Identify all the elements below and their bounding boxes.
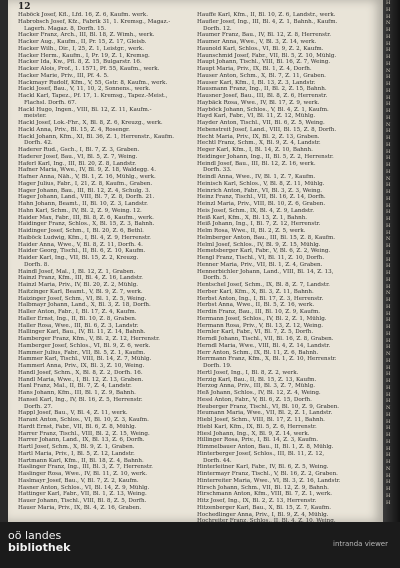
directory-entry: Dorfh. 12. xyxy=(203,25,232,32)
directory-entry: Heinzl Maria, Priv., VIII, Bl. 10, Z. 6, Graben. xyxy=(197,201,326,207)
directory-entry: Hitz Josef, Ing., IX, Bl. 2, Z. 13, Herrenstr. xyxy=(197,498,317,504)
directory-entry: Harant Anton, Schlos., VI, Bl. 10, Z. 3, Kaufm. xyxy=(18,417,149,423)
directory-entry: Haybäck Rosa, Wwe., IV, Bl. 17, Z. 9, werk. xyxy=(197,99,320,106)
directory-entry: Flachsl. Dorfh. 67. xyxy=(24,99,77,106)
directory-entry: Hamberger Josef, Schlos., VI, Bl. 9, Z. 6, werk. xyxy=(18,342,151,349)
directory-entry: Hager Johann, Land., VIII, Bl. 7, Z. 8, Dorfh. 21. xyxy=(18,194,155,201)
directory-entry: H xyxy=(386,249,391,256)
directory-entry: H xyxy=(386,40,391,47)
directory-entry: Hackl Josef, Bau., V, 11, 10, 2, Sonnens., werk. xyxy=(18,86,151,93)
directory-entry: N xyxy=(386,465,391,472)
directory-entry: H xyxy=(386,74,391,81)
library-logo[interactable] xyxy=(8,530,70,554)
directory-entry: Heidinger Johann, Ing., II, Bl. 5, Z. 2, Herrenstr. xyxy=(197,153,334,160)
directory-entry: Hemetsberger Karl, Fabr., V, Bl. 6, Z. 2, Weing. xyxy=(197,248,331,255)
directory-entry: Hackmayr Rudolf, Kfm., V, 55, Gstr. 8, Kaufm., werk. xyxy=(18,79,168,86)
directory-entry: Haizinger Josef, Schm., VI, Bl. 1, Z. 5, Weing. xyxy=(18,295,147,302)
directory-entry: H xyxy=(386,27,391,33)
directory-entry: Hausmann Franz, Ing., II, Bl. 2, Z. 15, Bahnh. xyxy=(197,86,327,93)
directory-entry: Hamberger Franz, Kfm., V, Bl. 2, Z. 12, Herrenstr. xyxy=(18,336,160,342)
directory-entry: H xyxy=(386,33,391,40)
directory-entry: Heß Johann, Schlos., IV, Bl. 12, Z. 4, Weing. xyxy=(197,390,321,396)
directory-entry: H xyxy=(386,81,391,87)
directory-entry: Haferl Karl, Ing., III, Bl. 20, Z. 8, Landstr. xyxy=(18,160,137,167)
directory-entry: Hacker Marie, Priv., III, Pf. 4. 5. xyxy=(18,72,109,79)
directory-entry: Hacker Wilh., Dir., I, 25, Z. 1, Leistgr., werk. xyxy=(18,45,145,52)
directory-entry: Hacker Aug., Kaufm., II, Pr. 15, Z. 17, Gleisb. xyxy=(18,39,147,45)
directory-entry: Herzig Karl, Bau., II, Bl. 15, Z. 13, Kaufm. xyxy=(197,376,317,383)
directory-entry: Hebenstreit Josef, Land., VIII, Bl. 15, Z. 8, Dorfh. xyxy=(197,126,337,133)
directory-entry: H xyxy=(386,324,391,330)
directory-entry: Hauer Maria, Priv., IX, Bl. 4, Z. 16, Graben. xyxy=(18,504,142,511)
directory-entry: Hager Julius, Fabr., I, 21, Z. 8, Kaufm., Graben. xyxy=(18,180,153,187)
directory-page xyxy=(8,0,383,522)
directory-entry: Herr Anton, Schm., IX, Bl. 11, Z. 6, Bahnh. xyxy=(197,349,319,356)
directory-entry: Hengl Franz, Tischl., VI, Bl. 11, Z. 10, Dorfh. xyxy=(197,255,325,261)
directory-entry: H xyxy=(386,155,391,162)
directory-entry: Harrer Franz, Tischl., VIII, Bl. 2, Z. 15, Weing. xyxy=(18,430,150,437)
directory-entry: Heiß Karl, Kfm., X, Bl. 13, Z. 1, Bahnh. xyxy=(197,214,308,221)
directory-entry: Himmelbauer Anton, Bau., II, Bl. 1, Z. 8, Mühlg. xyxy=(197,444,334,450)
directory-entry: Heuberger Franz, Tischl., VI, Bl. 10, Z. 9, Graben. xyxy=(197,403,340,410)
directory-entry: H xyxy=(386,357,391,364)
directory-entry: Heinz Franz, Tischl., VII, Bl. 16, Z. 14, Dorfh. xyxy=(197,194,326,201)
directory-entry: Haderer Josef, Bau., VI, Bl. 5, Z. 7, Weing. xyxy=(18,153,138,160)
directory-entry: H xyxy=(386,256,391,263)
facing-page-edge xyxy=(383,0,400,522)
directory-entry: Haslmayr Josef, Bau., V, Bl. 7, Z. 2, Kaufm. xyxy=(18,477,139,484)
directory-entry: H xyxy=(386,195,391,202)
directory-entry: H xyxy=(386,128,391,135)
directory-entry: H xyxy=(386,168,391,175)
directory-entry: Helml Josef, Schlos., IV, Bl. 9, Z. 15, Mühlg. xyxy=(197,241,321,248)
directory-entry: Hiebl Karl, Kfm., IX, Bl. 5, Z. 6, Herrenstr. xyxy=(197,423,317,430)
directory-entry: Hackl Hugo, Ingen., VIII, Bl. 12, Z. 11, Kaufm.- xyxy=(18,106,152,113)
directory-entry: H xyxy=(386,445,391,452)
directory-entry: Hiebl Josef, Schm., VIII, Bl. 17, Z. 11, Bahnh. xyxy=(197,417,325,423)
directory-entry: Heindl Josef, Bau., III, Bl. 12, Z. 16, werk. xyxy=(197,160,316,167)
directory-entry: Henner Maria, Priv., VII, Bl. 1, Z. 4, Graben. xyxy=(197,261,323,268)
directory-entry: Hammer Julius, Fabr., VII, Bl. 5, Z. 1, Kaufm. xyxy=(18,349,146,356)
directory-entry: Hintermayr Franz, Tischl., V, Bl. 16, Z. 2, Graben. xyxy=(197,471,338,477)
directory-entry: Habrobsch Josef, Kfz., Fabrik 31, 1. Kremsg., Magaz.- xyxy=(18,18,171,25)
directory-entry: H xyxy=(386,13,391,20)
directory-entry: Hackl Johann, Kfm., XI, Bl. 36, Z. 1, Herrenstr., Kaufm. xyxy=(18,133,175,140)
directory-entry: H xyxy=(386,378,391,384)
directory-entry: Haitzinger Karl, Beamt., V, Bl. 9, Z. 7, werk. xyxy=(18,288,143,295)
directory-entry: Herbst Anton, Ing., I, Bl. 17, Z. 3, Herrenstr. xyxy=(197,295,324,302)
directory-entry: Hacker Franz, Arch., III, Bl. 18, Z. Wimh., werk. xyxy=(18,32,155,39)
directory-entry: H xyxy=(386,297,391,303)
directory-entry: H xyxy=(386,270,391,276)
directory-entry: H xyxy=(386,94,391,101)
viewer-credit[interactable]: intranda viewer xyxy=(333,540,388,548)
directory-entry: H xyxy=(386,486,391,492)
directory-entry: Heger Karl, Kfm., I, Bl. 14, Z. 10, Bahnh. xyxy=(197,147,313,153)
directory-entry: Hauer Johann, Tischl., VIII, Bl. 8, Z. 5, Dorfh. xyxy=(18,498,147,504)
directory-entry: H xyxy=(386,87,391,94)
directory-entry: Haider Max, Fabr., III, Bl. 8, Z. 6, Kaufm., werk. xyxy=(18,214,154,221)
directory-entry: Helmberger Anton, Bau., III, Bl. 15, Z. 8, Kaufm. xyxy=(197,234,336,241)
directory-entry: Hackl Karl, Tapez., Pf. 17, 1. Kremsg., Tapez.-Meist., xyxy=(18,93,168,99)
directory-entry: Hartl Maria, Priv., I, Bl. 5, Z. 12, Landstr. xyxy=(18,450,135,457)
directory-entry: Hinterberger Josef, Schlos., III, Bl. 11, Z. 12, xyxy=(197,450,325,457)
directory-entry: H xyxy=(386,303,391,310)
directory-entry: Hardt Ernst, Fabr., VII, Bl. 6, Z. 8, Mühlg. xyxy=(18,423,137,430)
directory-entry: N xyxy=(386,20,391,27)
directory-entry: N xyxy=(386,351,391,357)
directory-entry: Haufler Josef, Ing., III, Bl. 4, Z. 1, Bahnh., Kaufm. xyxy=(197,18,338,25)
directory-entry: H xyxy=(386,202,391,209)
directory-entry: Dorfh. 44. xyxy=(203,457,232,464)
directory-entry: H xyxy=(386,364,391,371)
directory-entry: H xyxy=(386,108,391,114)
directory-entry: Hayd Karl, Fabr., VI, Bl. 11, Z. 12, Mühlg. xyxy=(197,113,316,120)
directory-entry: H xyxy=(386,479,391,486)
directory-entry: H xyxy=(386,54,391,60)
directory-column-left xyxy=(18,12,190,520)
directory-entry: Herrmann Franz, Kfm., X, Bl. 1, Z. 10, Herrenstr. xyxy=(197,356,337,363)
directory-entry: Hernler Karl, Fabr., VI, Bl. 7, Z. 5, Dorfh. xyxy=(197,329,314,336)
directory-entry: Haider Georg, Tischl., II, Bl. 6, Z. 10, Kaufm. xyxy=(18,248,146,255)
directory-entry: H xyxy=(386,276,391,283)
directory-entry: H xyxy=(386,499,391,506)
directory-entry: Hauffe Karl, Kfm., II, Bl. 10, Z. 6, Landstr., werk. xyxy=(197,12,336,18)
directory-entry: Hentschel Josef, Schm., IX, Bl. 8, Z. 7, Landstr. xyxy=(197,282,330,288)
directory-entry: H xyxy=(386,263,391,270)
page-number: 12 xyxy=(18,2,31,12)
directory-entry: meister. xyxy=(24,113,47,120)
directory-entry: Dorfh. 42. xyxy=(24,140,53,147)
directory-entry: H xyxy=(386,47,391,54)
directory-entry: H xyxy=(386,398,391,405)
directory-entry: H xyxy=(386,317,391,324)
directory-entry: H xyxy=(386,114,391,121)
directory-entry: H xyxy=(386,418,391,425)
directory-entry: H xyxy=(386,101,391,108)
directory-entry: H xyxy=(386,209,391,216)
directory-entry: Harrer Johann, Land., IX, Bl. 13, Z. 6, Dorfh. xyxy=(18,437,145,444)
directory-entry: H xyxy=(386,216,391,222)
directory-entry: Herdin Franz, Bau., III, Bl. 10, Z. 9, Kaufm. xyxy=(197,309,321,315)
directory-entry: Haslinger Rosa, Wwe., IV, Bl. 11, Z. 10, werk. xyxy=(18,471,148,477)
directory-entry: Herzog Anna, Priv., III, Bl. 3, Z. 7, Mühlg. xyxy=(197,383,316,390)
directory-entry: Helm Rosa, Wwe., II, Bl. 2, Z. 5, werk. xyxy=(197,228,306,234)
directory-entry: H xyxy=(386,60,391,67)
directory-entry: H xyxy=(386,0,391,6)
directory-entry: Hattinger Karl, Fabr., VII, Bl. 1, Z. 13, Weing. xyxy=(18,491,147,498)
directory-entry: N xyxy=(386,405,391,411)
directory-entry: Dorfh. 27. xyxy=(24,403,53,410)
directory-entry: Haupt Maria, Priv., IX, Bl. 1, Z. 4, Dorfh. xyxy=(197,66,312,72)
directory-entry: H xyxy=(386,452,391,459)
directory-entry: Haslinger Franz, Ing., III, Bl. 3, Z. 7, Herrenstr. xyxy=(18,464,153,471)
directory-entry: Hammerl Anna, Priv., IX, Bl. 3, Z. 10, Weing. xyxy=(18,363,145,369)
directory-entry: Hansel Karl, Ing., IV, Bl. 16, Z. 5, Herrenstr. xyxy=(18,396,143,403)
directory-entry: Halbmayr Johann, Land., X, Bl. 3, Z. 18, Dorfh. xyxy=(18,302,151,309)
directory-entry: Hecht Maria, Priv., IX, Bl. 2, Z. 13, Graben. xyxy=(197,133,320,140)
directory-entry: Haderer Rud., Gsch., I, Bl. 7, Z. 3, Graben. xyxy=(18,147,140,153)
directory-entry: Hans Johann, Kfm., III, Bl. 1, Z. 9, Bahnh. xyxy=(18,390,136,396)
directory-entry: N xyxy=(386,236,391,243)
directory-entry: H xyxy=(386,6,391,13)
directory-entry: H xyxy=(386,371,391,378)
directory-entry: Hauser Karl, Kfm., I, Bl. 13, Z. 3, Landstr. xyxy=(197,79,316,86)
directory-entry: Hechtl Franz, Schm., X, Bl. 9, Z. 4, Landstr. xyxy=(197,140,321,147)
directory-entry: Dorfh. 5. xyxy=(203,275,229,282)
directory-entry: H xyxy=(386,141,391,148)
directory-entry: Hanl Franz, Mal., II, Bl. 7, Z. 4, Landstr. xyxy=(18,383,132,390)
directory-entry: Heis Josef, Schm., IX, Bl. 4, Z. 9, Landstr. xyxy=(197,207,315,214)
directory-entry: Herndl Johann, Tischl., VII, Bl. 16, Z. 8, Graben. xyxy=(197,336,334,342)
directory-entry: H xyxy=(386,459,391,465)
directory-entry: Haller Rosa, Wwe., III, Bl. 6, Z. 3, Landstr. xyxy=(18,322,139,329)
directory-entry: H xyxy=(386,162,391,168)
directory-entry: Hochedlinger Anna, Priv., I, Bl. 9, Z. 4, Mühlg. xyxy=(197,511,329,518)
directory-entry: Hermann Josef, Schlos., IV, Bl. 2, Z. 1, Mühlg. xyxy=(197,315,327,322)
directory-entry: H xyxy=(386,310,391,317)
directory-entry: Happl Josef, Bau., V, Bl. 4, Z. 11, werk. xyxy=(18,410,128,417)
directory-entry: H xyxy=(386,222,391,229)
directory-entry: Hartl Josef, Schm., X, Bl. 9, Z. 1, Graben. xyxy=(18,444,135,450)
directory-entry: Hayder Anton, Tischl., VII, Bl. 6, Z. 5, Weing. xyxy=(197,120,325,126)
directory-entry: H xyxy=(386,391,391,398)
directory-entry: Herber Karl, Kfm., X, Bl. 3, Z. 11, Bahnh. xyxy=(197,288,314,295)
directory-entry: H xyxy=(386,243,391,249)
directory-entry: Haböck Josef, Kfl., Lfd. 16, Z. 6, Kaufm. werk. xyxy=(18,12,148,18)
directory-entry: Haiböck Ludwig, Kfm., I, Bl. 4, Z. 9, Herrenstr. xyxy=(18,234,151,241)
logo-line-2: bibliothek xyxy=(8,541,71,554)
directory-entry: Handl Josef, Schm., X, Bl. 8, Z. 2, Dorfh. 16. xyxy=(18,369,143,376)
directory-entry: Hackl Josef, Lok.-Fhr., X, Bl. 8, Z. 6, Kreuzg., werk. xyxy=(18,120,163,126)
directory-entry: Heiß Johann, Ing., I, Bl. 7, Z. 12, Herrenstr. xyxy=(197,221,321,228)
directory-entry: Hackl Anna, Priv., Bl. 15, Z. 4, Rosengr. xyxy=(18,126,130,133)
directory-column-right xyxy=(197,12,375,520)
directory-entry: Hasner Anton, Schlos., VI, Bl. 14, Z. 9, Mühlg. xyxy=(18,484,150,491)
directory-entry: Haumer Anna, Wwe., V, Bl. 3, Z. 14, werk. xyxy=(197,39,317,45)
directory-entry: Heinisch Karl, Schlos., V, Bl. 8, Z. 11, Mühlg. xyxy=(197,180,325,187)
directory-entry: Hacker Alois, Prof., 1. 1571, Pf. 55, Kaufm., werk. xyxy=(18,66,160,72)
directory-entry: H xyxy=(386,492,391,499)
directory-entry: Hirsch Johann, Schm., VII, Bl. 12, Z. 9, Bahnh. xyxy=(197,484,329,491)
directory-entry: Haupt Johann, Tischl., VIII, Bl. 16, Z. 7, Weing. xyxy=(197,59,331,66)
directory-entry: Haidinger Franz, Schlos., X, Bl. 15, Z. 3, Bahnh. xyxy=(18,221,155,228)
directory-entry: H xyxy=(386,148,391,155)
directory-entry: Handl Maria, Wwe., I, Bl. 12, Z. 13, Graben. xyxy=(18,376,144,383)
directory-entry: H xyxy=(386,229,391,236)
directory-entry: Haider Anna, Wwe., V, Bl. 8, Z. 11, Dorfh. 4. xyxy=(18,241,143,248)
directory-entry: Haindl Josef, Mal., I, Bl. 12, Z. 1, Graben. xyxy=(18,268,136,275)
directory-entry: Hirschmann Anton, Kfm., VIII, Bl. 7, Z. 1, werk. xyxy=(197,491,333,498)
directory-entry: Haller Anton, Fabr., I, Bl. 17, Z. 4, Kaufm. xyxy=(18,309,137,315)
directory-entry: Hausner Josef, Bau., III, Bl. 8, Z. 6, Herrenstr. xyxy=(197,93,328,99)
directory-entry: Hermann Rosa, Priv., V, Bl. 13, Z. 12, Weing. xyxy=(197,322,324,329)
directory-entry: Dorfh. 19. xyxy=(203,363,232,369)
directory-entry: H xyxy=(386,425,391,432)
viewer-footer xyxy=(0,522,400,568)
directory-entry: H xyxy=(386,438,391,445)
directory-entry: Hallinger Karl, Bau., IV, Bl. 11, Z. 14, Bahnh. xyxy=(18,329,146,336)
directory-entry: Hacker Herm., Kaufm., I, Pr. 19, Z. 1, Kremsg. xyxy=(18,52,150,59)
directory-entry: Hainzl Maria, Priv., IV, Bl. 20, Z. 2, Mühlg. xyxy=(18,282,139,288)
directory-entry: Dorfh. 33. xyxy=(203,167,232,174)
directory-entry: Hinterreiter Maria, Wwe., VI, Bl. 3, Z. 16, Landstr. xyxy=(197,477,341,484)
directory-entry: H xyxy=(386,283,391,290)
directory-entry: N xyxy=(386,121,391,128)
directory-entry: Hahn Karl, Schm., IV, Bl. 2, Z. 9, Weing. 12. xyxy=(18,207,142,214)
directory-entry: Hitzenberger Karl, Bau., X, Bl. 15, Z. 7, Kaufm. xyxy=(197,504,331,511)
directory-entry: N xyxy=(386,175,391,182)
directory-entry: Haller Ernst, Ing., II, Bl. 10, Z. 8, Graben. xyxy=(18,315,137,322)
directory-entry: Hafner Maria, Wwe., IV, Bl. 9, Z. 18, Waldegg. 4. xyxy=(18,167,156,174)
directory-entry: N xyxy=(386,67,391,74)
directory-entry: Hertl Josef, Ing., I, Bl. 8, Z. 2, werk. xyxy=(197,369,299,376)
directory-entry: Herndl Maria, Wwe., VIII, Bl. 4, Z. 14, Landstr. xyxy=(197,342,331,349)
directory-entry: H xyxy=(386,330,391,337)
directory-entry: Heinrich Anton, Fabr., VI, Bl. 3, Z. 3, Weing. xyxy=(197,187,322,194)
directory-entry: H xyxy=(386,337,391,344)
directory-entry: Haunschmid Josef, Fabr., VII, Bl. 5, Z. 10, Mühlg. xyxy=(197,52,337,59)
directory-entry: H xyxy=(386,384,391,391)
directory-entry: Heindl Anna, Wwe., IV, Bl. 1, Z. 7, Kaufm. xyxy=(197,174,316,180)
directory-entry: Hayböck Johann, Schlos., V, Bl. 4, Z. 1, Kaufm. xyxy=(197,106,329,113)
directory-entry: Hessl Anton, Fabr., V, Bl. 6, Z. 15, Dorfh. xyxy=(197,396,312,403)
directory-entry: H xyxy=(386,411,391,418)
directory-entry: Hainzl Franz, Kfm., III, Bl. 4, Z. 16, Landstr. xyxy=(18,275,143,282)
directory-entry: H xyxy=(386,432,391,438)
directory-entry: Hauser Anton, Schm., X, Bl. 7, Z. 11, Graben. xyxy=(197,72,326,79)
directory-entry: N xyxy=(386,290,391,297)
directory-entry: Dorfh. 8. xyxy=(24,261,50,268)
directory-entry: Hillinger Rosa, Priv., I, Bl. 14, Z. 3, Kaufm. xyxy=(197,437,319,444)
directory-entry: Haider Karl, Ing., VII, Bl. 15, Z. 2, Kreuzg. xyxy=(18,255,139,261)
directory-entry: H xyxy=(386,344,391,351)
directory-entry: H xyxy=(386,189,391,195)
directory-entry: H xyxy=(386,135,391,141)
directory-entry: H xyxy=(386,182,391,189)
directory-entry: Hafner Anna, Näh., V, Bl. 1, Z. 16, Mühlg., werk. xyxy=(18,174,156,180)
directory-entry: H xyxy=(386,472,391,479)
directory-entry: Hahn Johann, Beamt., II, Bl. 10, Z. 3, Landstr. xyxy=(18,201,148,207)
logo-line-1: oö landes xyxy=(8,529,62,542)
directory-entry: Haumer Franz, Bau., IV, Bl. 12, Z. 8, Herrenstr. xyxy=(197,32,332,39)
directory-entry: Lagerh. Magaz. 8, Dorfh. 15. xyxy=(24,25,107,32)
directory-entry: Hinterleitner Karl, Fabr., IV, Bl. 6, Z. 5, Weing. xyxy=(197,464,329,471)
directory-entry: Hiesl Johann, Ing., X, Bl. 9, Z. 14, werk. xyxy=(197,430,310,437)
directory-entry: Hartmann Karl, Kfm., II, Bl. 18, Z. 4, Bahnh. xyxy=(18,457,144,464)
directory-entry: Heumann Maria, Wwe., VII, Bl. 2, Z. 1, Landstr. xyxy=(197,410,333,417)
directory-entry: Hager Johann, Bau., III, Bl. 12, Z. 4, Schulg. 3. xyxy=(18,187,151,194)
directory-entry: Hennerbichler Johann, Land., VIII, Bl. 14, Z. 13, xyxy=(197,268,334,275)
directory-entry: Hacker Ida, Kw., Pfl. 8, Z. 15, Bulgarstr. 16. xyxy=(18,59,142,66)
directory-entry: Haunold Karl, Schlos., VI, Bl. 9, Z. 2, Kaufm. xyxy=(197,45,324,52)
directory-entry: Haidinger Josef, Schm., I, Bl. 20, Z. 6, Bethl. xyxy=(18,228,144,234)
directory-entry: Hammer Karl, Tischl., VIII, Bl. 14, Z. 7, Mühlg. xyxy=(18,356,152,363)
directory-entry: Herbst Anna, Wwe., II, Bl. 5, Z. 16, werk. xyxy=(197,302,315,309)
